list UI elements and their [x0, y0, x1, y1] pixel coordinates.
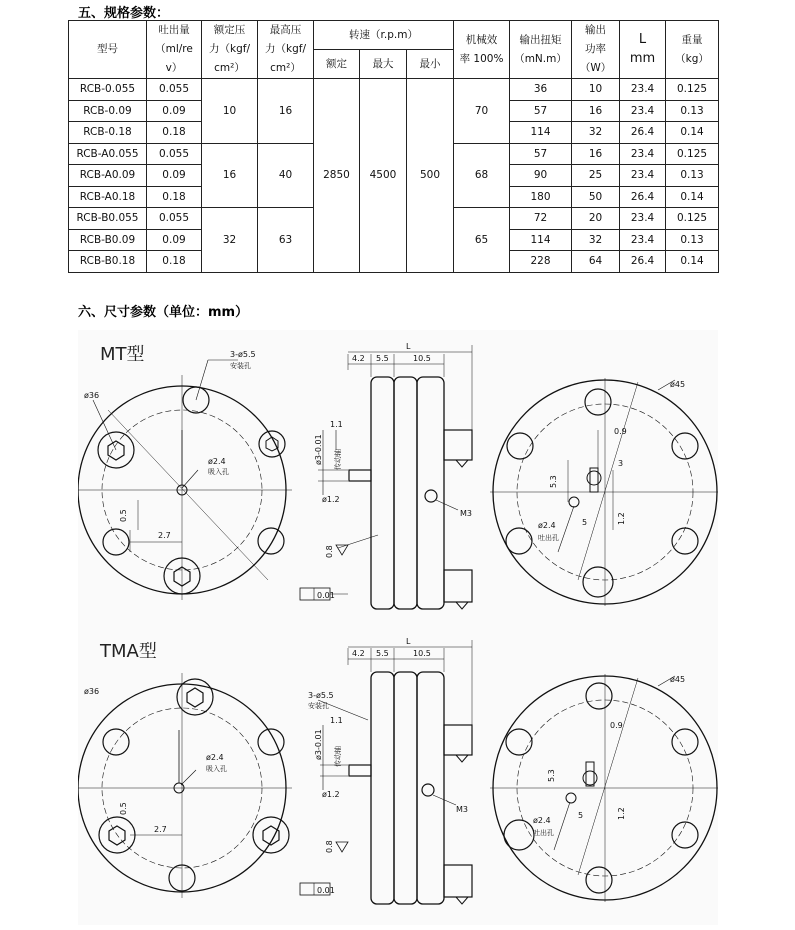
mt-dim-105: 10.5 — [413, 354, 431, 363]
tma-type-label: TMA型 — [100, 641, 157, 662]
mt-shaft-cn: 传动轴 — [334, 449, 342, 470]
mt-dim-27: 2.7 — [158, 531, 171, 540]
table-row: RCB-A0.09 0.09 90 25 23.4 0.13 — [69, 165, 719, 187]
dimension-drawing-svg — [78, 330, 718, 925]
tma-dim-12: 1.2 — [617, 807, 626, 820]
mt-side-view — [300, 345, 472, 609]
tma-dim-05: 0.5 — [119, 802, 128, 815]
mt-dim-5: 5 — [582, 518, 588, 527]
mt-dim-d12: ø1.2 — [322, 495, 340, 504]
tma-flat-label: 0.01 — [317, 886, 335, 895]
tma-dim-53: 5.3 — [547, 769, 556, 782]
tma-dim-27: 2.7 — [154, 825, 167, 834]
mt-dim-05: 0.5 — [119, 509, 128, 522]
tma-d24-label-rear: ø2.4 — [533, 816, 551, 825]
table-row: RCB-B0.18 0.18 228 64 26.4 0.14 — [69, 251, 719, 273]
tma-outlet-cn: 吐出孔 — [533, 829, 554, 837]
spec-table — [68, 20, 719, 273]
col-efficiency: 机械效 率 100% — [454, 21, 510, 79]
tma-d36-label: ø36 — [84, 687, 100, 696]
col-weight: 重量 （kg） — [666, 21, 719, 79]
mt-dim-53: 5.3 — [549, 475, 558, 488]
dimension-drawing — [78, 330, 718, 925]
mt-dim-11: 1.1 — [330, 420, 343, 429]
tma-side-view — [300, 640, 472, 904]
table-row: RCB-B0.09 0.09 114 32 23.4 0.13 — [69, 229, 719, 251]
tma-dim-5: 5 — [578, 811, 584, 820]
mt-dim-55: 5.5 — [376, 354, 389, 363]
mt-dim-09: 0.9 — [614, 427, 627, 436]
tma-dim-d3: ø3-0.01 — [314, 729, 323, 760]
tma-dim-08: 0.8 — [325, 840, 334, 853]
mt-dim-3: 3 — [618, 459, 624, 468]
table-row: RCB-0.055 0.055 10 16 2850 4500 500 70 36 10 23.4 0.125 — [69, 79, 719, 101]
col-power: 输出 功率 （W） — [572, 21, 620, 79]
table-row: RCB-A0.055 0.055 16 40 68 57 16 23.4 0.125 — [69, 143, 719, 165]
col-speed-rated: 额定 — [314, 50, 360, 79]
tma-m3-label: M3 — [456, 805, 468, 814]
mt-flat-label: 0.01 — [317, 591, 335, 600]
tma-d45-label: ø45 — [670, 675, 686, 684]
col-speed-min: 最小 — [407, 50, 454, 79]
col-rated-pressure: 额定压 力（kgf/ cm²） — [202, 21, 258, 79]
mt-type-label: MT型 — [100, 344, 145, 365]
mt-d24-label: ø2.4 — [208, 457, 226, 466]
tma-holes-label: 3-ø5.5 — [308, 691, 334, 700]
mt-holes-cn: 安装孔 — [230, 362, 251, 370]
mt-d36-label: ø36 — [84, 391, 100, 400]
mt-holes-label: 3-ø5.5 — [230, 350, 256, 359]
col-torque: 输出扭矩 （mN.m） — [510, 21, 572, 79]
tma-dim-11: 1.1 — [330, 716, 343, 725]
tma-dim-42: 4.2 — [352, 649, 365, 658]
mt-outlet-cn: 吐出孔 — [538, 534, 559, 542]
mt-m3-label: M3 — [460, 509, 472, 518]
col-speed: 转速（r.p.m） — [314, 21, 454, 50]
table-row: RCB-A0.18 0.18 180 50 26.4 0.14 — [69, 186, 719, 208]
col-displacement: 吐出量 （ml/re v） — [147, 21, 202, 79]
tma-front-view — [78, 673, 292, 898]
tma-inlet-cn: 吸入孔 — [206, 765, 227, 773]
mt-dim-42: 4.2 — [352, 354, 365, 363]
col-max-pressure: 最高压 力（kgf/ cm²） — [258, 21, 314, 79]
table-row: RCB-0.09 0.09 57 16 23.4 0.13 — [69, 100, 719, 122]
section-6-title: 六、尺寸参数（单位：mm） — [78, 305, 249, 320]
mt-rear-view — [490, 378, 718, 606]
table-row: RCB-B0.055 0.055 32 63 65 72 20 23.4 0.125 — [69, 208, 719, 230]
table-row: RCB-0.18 0.18 114 32 26.4 0.14 — [69, 122, 719, 144]
section-5-title: 五、规格参数： — [78, 6, 170, 21]
tma-d24-label: ø2.4 — [206, 753, 224, 762]
mt-inlet-cn: 吸入孔 — [208, 468, 229, 476]
mt-front-view — [78, 360, 292, 600]
col-L: L mm — [620, 21, 666, 79]
col-speed-max: 最大 — [360, 50, 407, 79]
tma-dim-55: 5.5 — [376, 649, 389, 658]
tma-rear-view — [490, 674, 718, 902]
mt-dim-d3: ø3-0.01 — [314, 434, 323, 465]
mt-dim-08: 0.8 — [325, 545, 334, 558]
tma-dim-L: L — [406, 637, 411, 646]
tma-holes-cn: 安装孔 — [308, 702, 329, 710]
mt-d45-label: ø45 — [670, 380, 686, 389]
tma-dim-105: 10.5 — [413, 649, 431, 658]
mt-dim-L: L — [406, 342, 411, 351]
mt-d24-label-rear: ø2.4 — [538, 521, 556, 530]
tma-dim-d12: ø1.2 — [322, 790, 340, 799]
mt-dim-12: 1.2 — [617, 512, 626, 525]
col-model: 型号 — [69, 21, 147, 79]
tma-shaft-cn: 传动轴 — [334, 746, 342, 767]
tma-dim-09: 0.9 — [610, 721, 623, 730]
